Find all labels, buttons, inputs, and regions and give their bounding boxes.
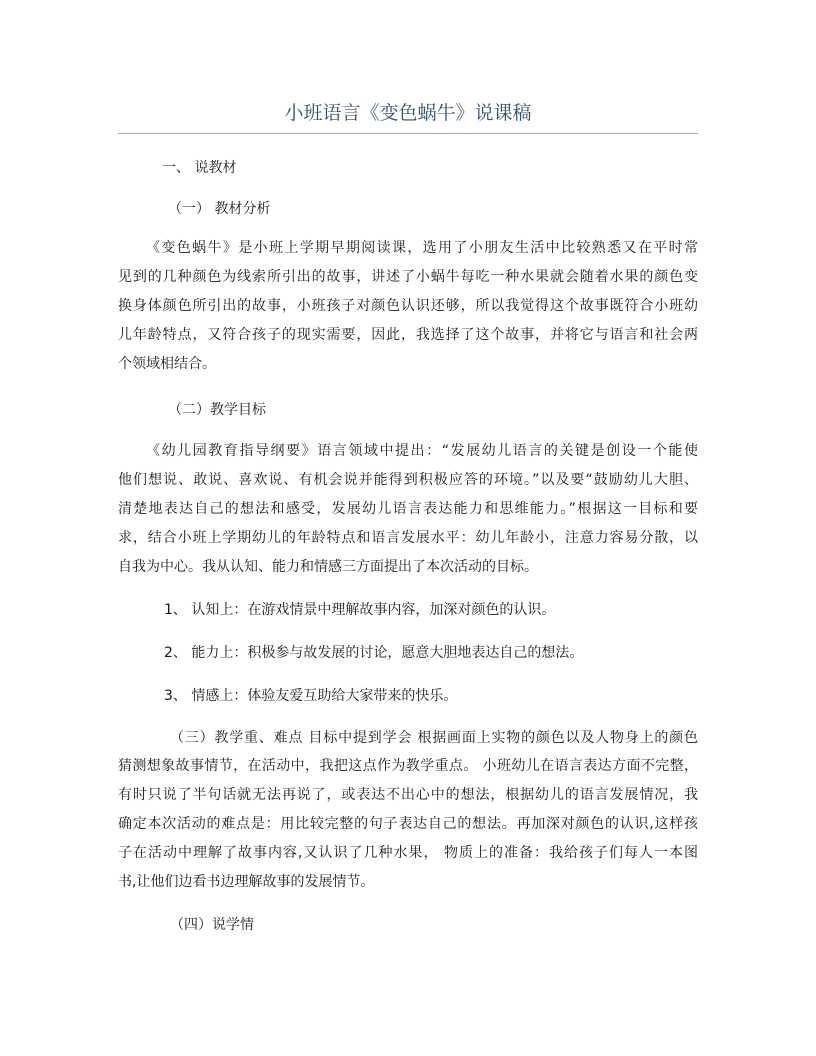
title-divider — [118, 133, 698, 134]
goal-item: 1、 认知上：在游戏情景中理解故事内容，加深对颜色的认识。 — [164, 602, 556, 618]
subsection-heading: （四）说学情 — [170, 917, 254, 933]
paragraph-line: 《幼儿园教育指导纲要》语言领域中提出：“发展幼儿语言的关键是创设一个能使 — [146, 443, 698, 459]
paragraph-line: （三）教学重、难点 目标中提到学会 根据画面上实物的颜色以及人物身上的颜色 — [170, 730, 698, 746]
paragraph-line: 清楚地表达自己的想法和感受，发展幼儿语言表达能力和思维能力。”根据这一目标和要 — [118, 501, 698, 517]
subsection-heading: （二）教学目标 — [168, 402, 266, 418]
paragraph-line: 个领域相结合。 — [118, 356, 216, 372]
paragraph-line: 猜测想象故事情节，在活动中，我把这点作为教学重点。 小班幼儿在语言表达方面不完整， — [118, 758, 698, 774]
paragraph-line: 《变色蜗牛》是小班上学期早期阅读课，选用了小朋友生活中比较熟悉又在平时常 — [146, 240, 698, 256]
paragraph-line: 书,让他们边看书边理解故事的发展情节。 — [118, 874, 375, 890]
paragraph-line: 见到的几种颜色为线索所引出的故事，讲述了小蜗牛每吃一种水果就会随着水果的颜色变 — [118, 269, 698, 285]
subsection-heading: （一） 教材分析 — [168, 201, 271, 217]
paragraph-line: 子在活动中理解了故事内容,又认识了几种水果， 物质上的准备：我给孩子们每人一本图 — [118, 845, 698, 861]
paragraph-line: 求，结合小班上学期幼儿的年龄特点和语言发展水平：幼儿年龄小，注意力容易分散，以 — [118, 530, 698, 546]
document-title: 小班语言《变色蜗牛》说课稿 — [284, 102, 532, 124]
paragraph-line: 自我为中心。我从认知、能力和情感三方面提出了本次活动的目标。 — [118, 559, 538, 575]
goal-item: 3、 情感上：体验友爱互助给大家带来的快乐。 — [164, 688, 458, 704]
goal-item: 2、 能力上：积极参与故发展的讨论，愿意大胆地表达自己的想法。 — [164, 645, 584, 661]
paragraph-line: 儿年龄特点，又符合孩子的现实需要，因此，我选择了这个故事，并将它与语言和社会两 — [118, 327, 698, 343]
paragraph-line: 有时只说了半句话就无法再说了，或表达不出心中的想法，根据幼儿的语言发展情况，我 — [118, 787, 698, 803]
paragraph-line: 他们想说、敢说、喜欢说、有机会说并能得到积极应答的环境。”以及要“鼓励幼儿大胆、 — [118, 472, 698, 488]
section-heading: 一、 说教材 — [162, 160, 237, 176]
paragraph-line: 换身体颜色所引出的故事，小班孩子对颜色认识还够，所以我觉得这个故事既符合小班幼 — [118, 298, 698, 314]
paragraph-line: 确定本次活动的难点是：用比较完整的句子表达自己的想法。再加深对颜色的认识,这样孩 — [118, 816, 698, 832]
